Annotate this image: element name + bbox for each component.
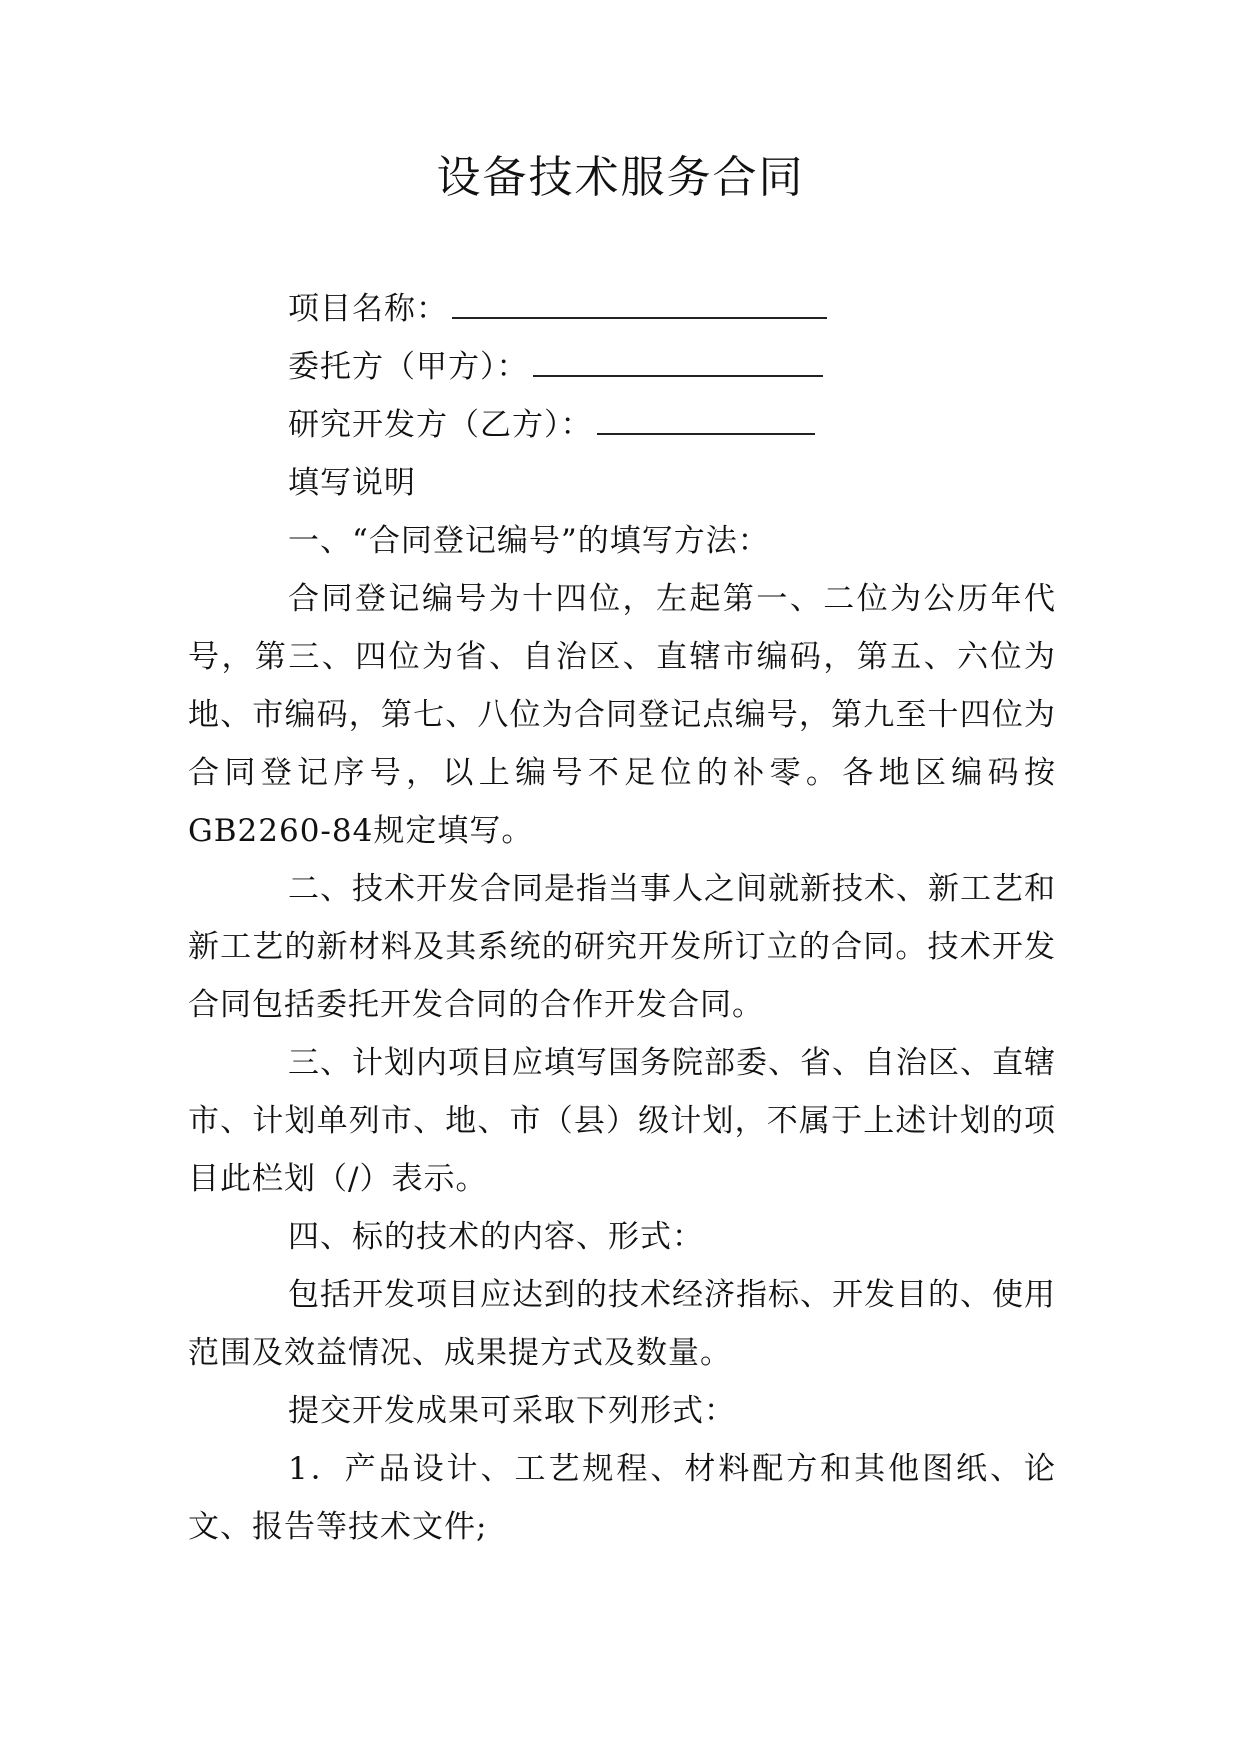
field-developer — [188, 396, 1056, 454]
blank-line[interactable] — [597, 409, 815, 435]
paragraph: 合同登记编号为十四位，左起第一、二位为公历年代号，第三、四位为省、自治区、直辖市编码，第五、六位为地、市编码，第七、八位为合同登记点编号，第九至十四位为合同登记序号，以上编号不足位的补零。各地区编码按GB2260-84规定填写。 — [188, 581, 1056, 849]
blank-line[interactable] — [452, 293, 827, 319]
paragraph: 二、技术开发合同是指当事人之间就新技术、新工艺和新工艺的新材料及其系统的研究开发所订立的合同。技术开发合同包括委托开发合同的合作开发合同。 — [188, 871, 1056, 1023]
field-client — [188, 338, 1056, 396]
field-label: 委托方（甲方）： — [288, 349, 529, 385]
paragraph: 三、计划内项目应填写国务院部委、省、自治区、直辖市、计划单列市、地、市（县）级计划，不属于上述计划的项目此栏划（/）表示。 — [188, 1045, 1056, 1197]
paragraph: 四、标的技术的内容、形式： — [288, 1219, 704, 1255]
paragraph: 提交开发成果可采取下列形式： — [288, 1393, 736, 1429]
paragraph: 一、“合同登记编号”的填写方法： — [288, 523, 770, 559]
document-body — [188, 280, 1056, 1556]
paragraph: 包括开发项目应达到的技术经济指标、开发目的、使用范围及效益情况、成果提方式及数量。 — [188, 1277, 1056, 1371]
field-label: 项目名称： — [288, 291, 448, 327]
document-title: 设备技术服务合同 — [436, 152, 805, 203]
field-label: 研究开发方（乙方）： — [288, 407, 593, 443]
paragraph: 1．产品设计、工艺规程、材料配方和其他图纸、论文、报告等技术文件; — [188, 1451, 1056, 1545]
instructions-heading: 填写说明 — [288, 465, 416, 501]
blank-line[interactable] — [533, 351, 823, 377]
field-project-name — [188, 280, 1056, 338]
